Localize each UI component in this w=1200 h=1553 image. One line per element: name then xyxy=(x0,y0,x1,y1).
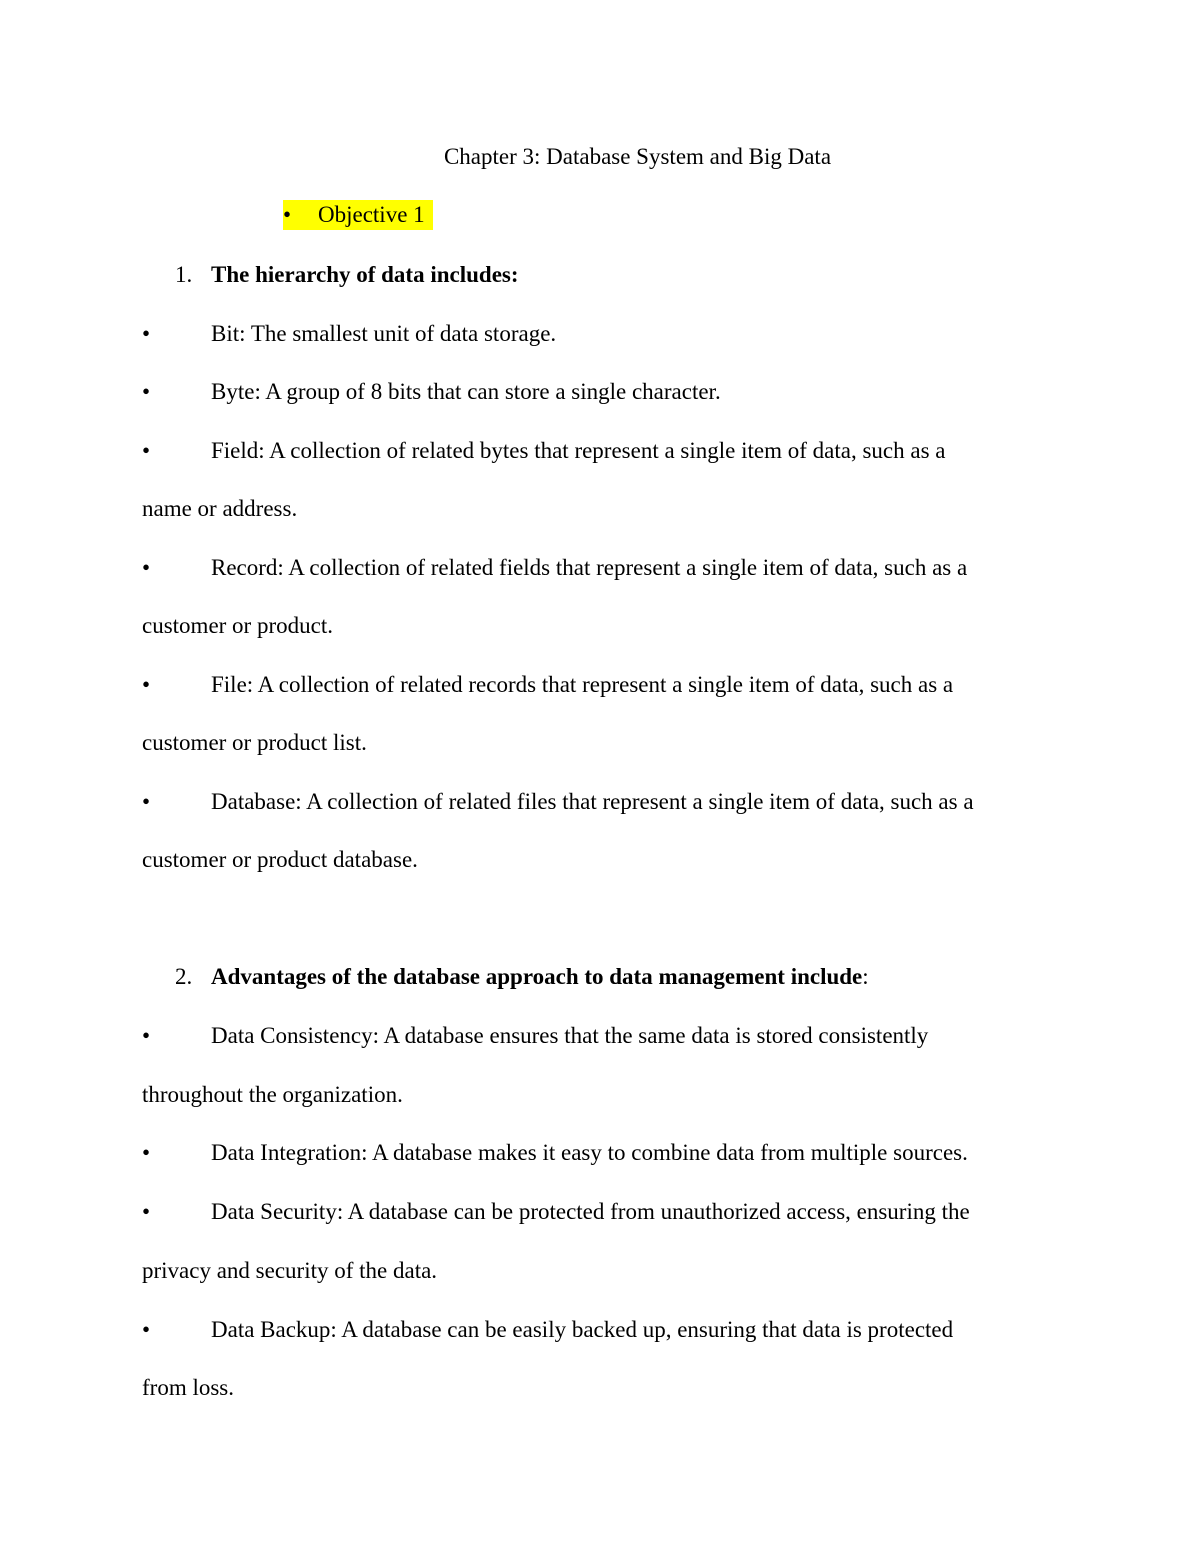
list-item xyxy=(142,1197,970,1227)
bullet-mark: • xyxy=(142,321,151,346)
list-item-continuation: customer or product database. xyxy=(142,847,418,872)
list-item-continuation: name or address. xyxy=(142,496,298,521)
bullet-mark: • xyxy=(142,1140,151,1165)
list-item-text: Bit: The smallest unit of data storage. xyxy=(211,321,557,346)
list-item-continuation: from loss. xyxy=(142,1375,234,1400)
bullet-mark: • xyxy=(142,672,151,697)
list-item-text: Byte: A group of 8 bits that can store a single character. xyxy=(211,379,721,404)
bullet-mark: • xyxy=(142,1023,151,1048)
section-1-heading xyxy=(175,260,519,290)
section-heading-text: The hierarchy of data includes: xyxy=(211,262,519,287)
list-item xyxy=(142,377,721,407)
bullet-mark: • xyxy=(142,1199,151,1224)
list-item-continuation: privacy and security of the data. xyxy=(142,1258,438,1283)
list-item-text: Data Backup: A database can be easily backed up, ensuring that data is protected xyxy=(211,1317,954,1342)
list-item xyxy=(142,553,967,583)
objective-bullet: • xyxy=(283,202,292,227)
section-heading-text: Advantages of the database approach to data management include xyxy=(211,964,863,989)
list-item-text: Data Consistency: A database ensures that the same data is stored consistently xyxy=(211,1023,929,1048)
list-item xyxy=(142,1021,928,1051)
chapter-title: Chapter 3: Database System and Big Data xyxy=(443,144,832,169)
section-heading-suffix: : xyxy=(862,964,869,989)
list-item xyxy=(142,1138,968,1168)
list-item xyxy=(142,319,556,349)
list-item-text: Record: A collection of related fields that represent a single item of data, such as a xyxy=(211,555,968,580)
list-item-text: Data Integration: A database makes it easy to combine data from multiple sources. xyxy=(211,1140,968,1165)
list-item xyxy=(142,670,953,700)
list-item xyxy=(142,787,974,817)
bullet-mark: • xyxy=(142,379,151,404)
objective-highlight xyxy=(283,200,433,230)
bullet-mark: • xyxy=(142,1317,151,1342)
list-item-text: Data Security: A database can be protected from unauthorized access, ensuring the xyxy=(211,1199,970,1224)
list-item xyxy=(142,436,946,466)
list-item-continuation: customer or product. xyxy=(142,613,333,638)
objective-label: Objective 1 xyxy=(318,202,425,227)
section-number: 2. xyxy=(175,964,193,989)
list-item-continuation: customer or product list. xyxy=(142,730,367,755)
list-item-text: File: A collection of related records that represent a single item of data, such as a xyxy=(211,672,954,697)
list-item-text: Database: A collection of related files that represent a single item of data, such as a xyxy=(211,789,974,814)
bullet-mark: • xyxy=(142,555,151,580)
list-item-text: Field: A collection of related bytes that represent a single item of data, such as a xyxy=(211,438,946,463)
list-item xyxy=(142,1315,953,1345)
bullet-mark: • xyxy=(142,789,151,814)
section-2-heading xyxy=(175,962,869,992)
bullet-mark: • xyxy=(142,438,151,463)
section-number: 1. xyxy=(175,262,193,287)
list-item-continuation: throughout the organization. xyxy=(142,1082,403,1107)
